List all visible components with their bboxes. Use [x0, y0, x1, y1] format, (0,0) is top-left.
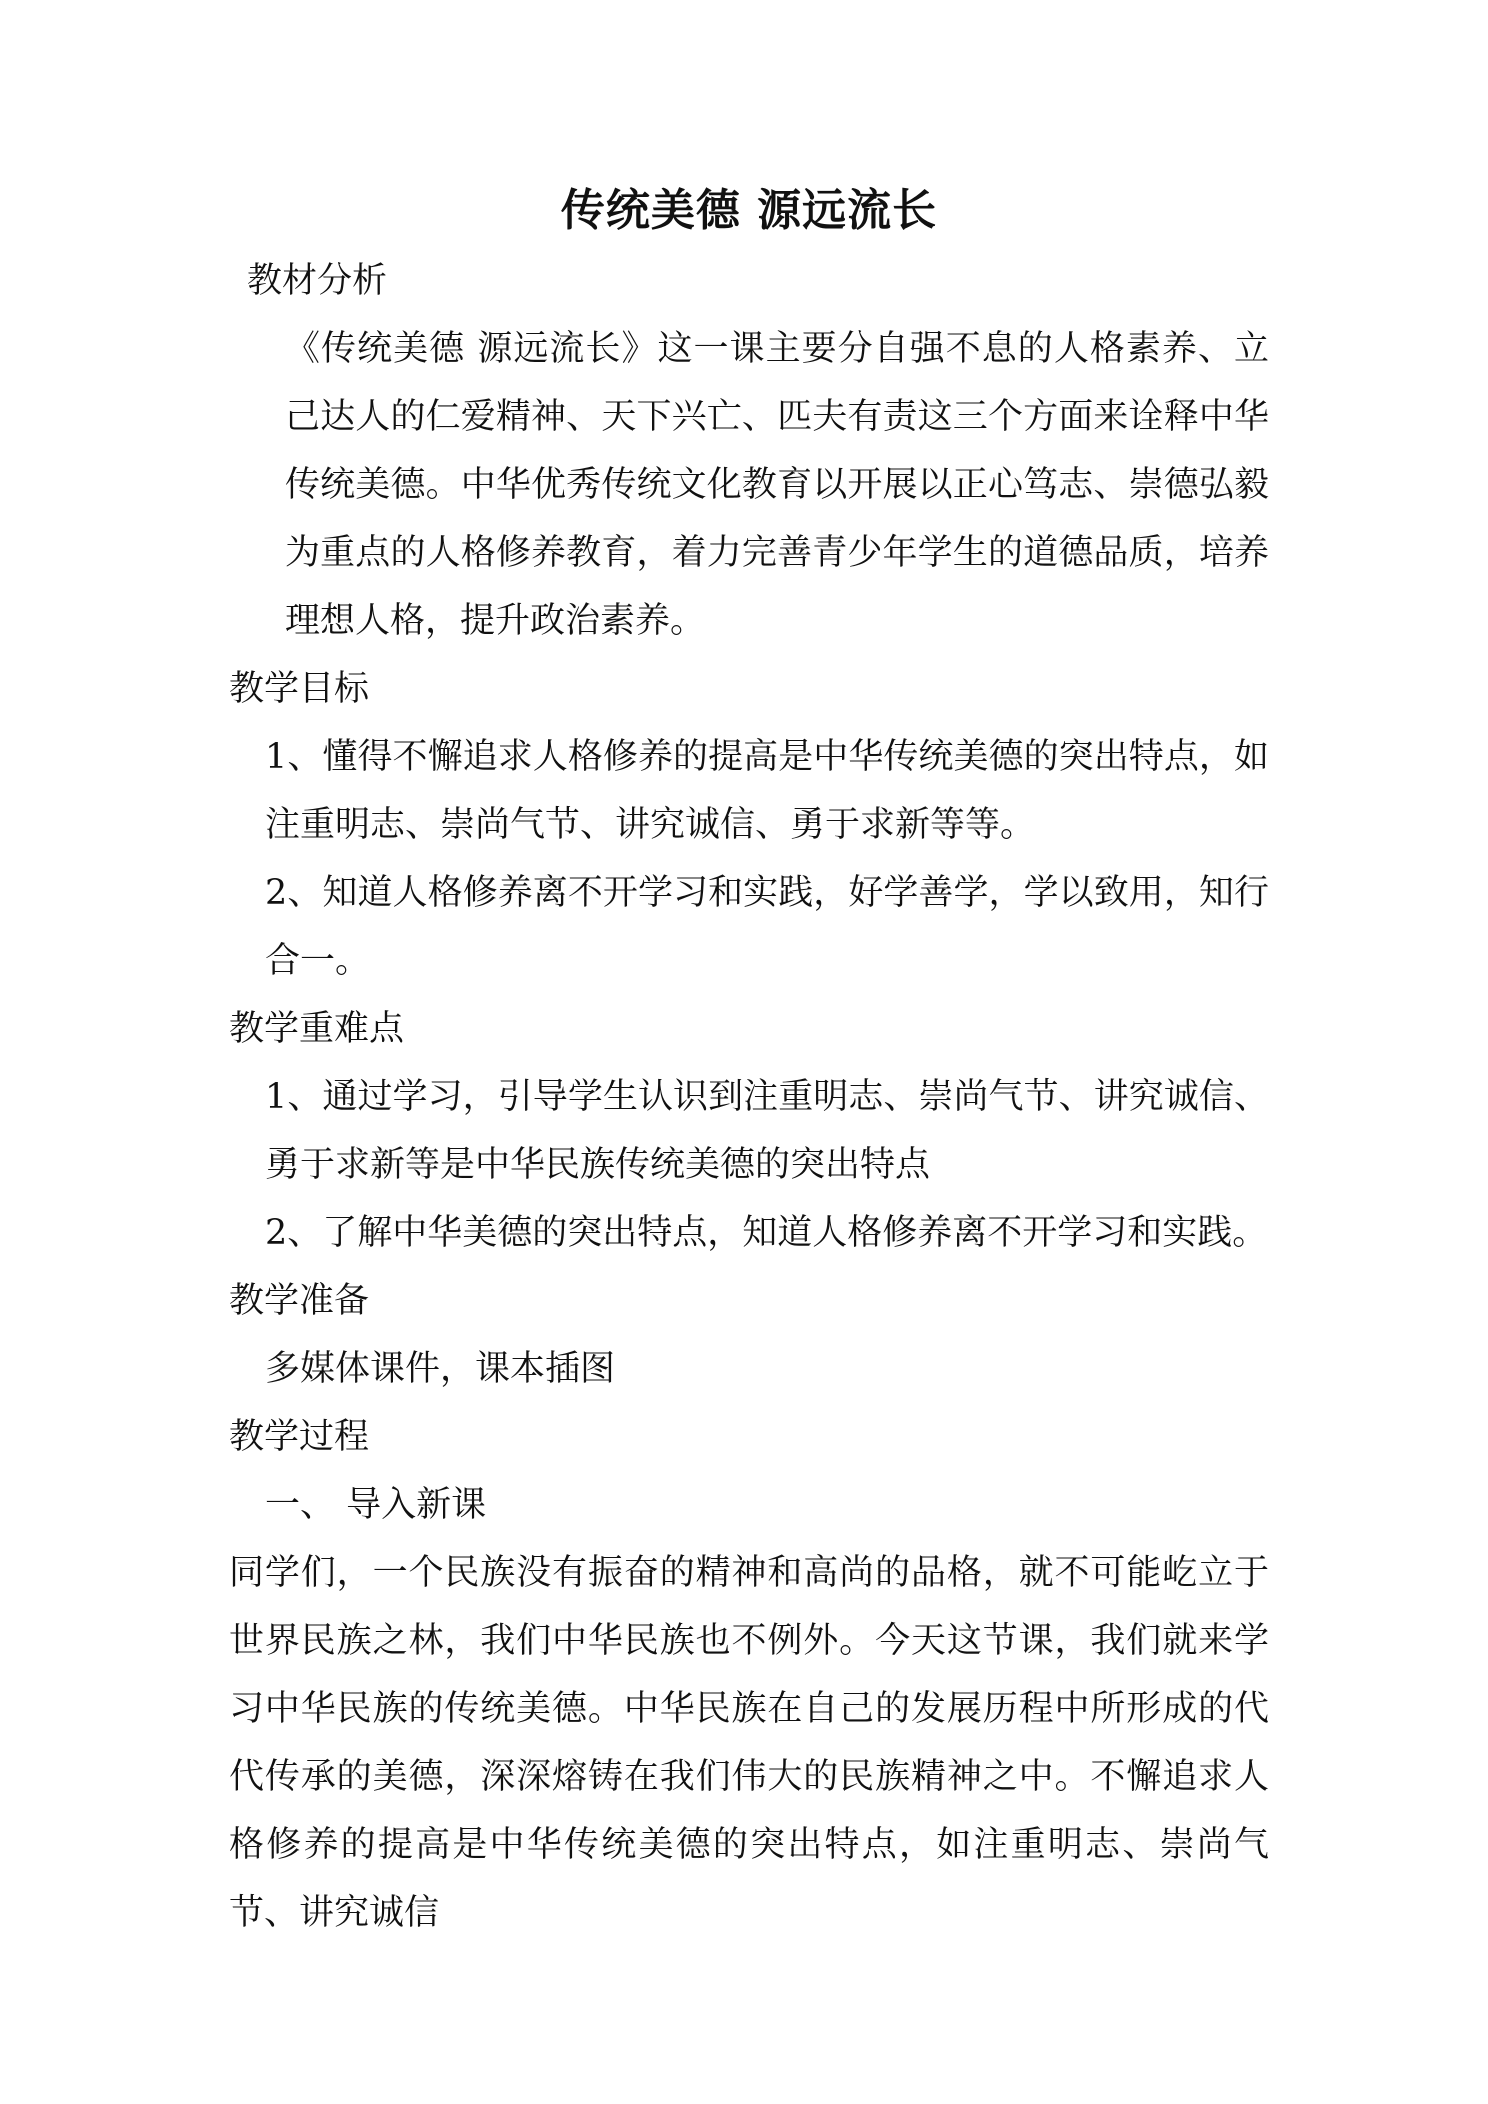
- section-heading-teaching-material-analysis: 教材分析: [247, 261, 388, 301]
- section-heading-key-difficult-points: 教学重难点: [229, 1009, 405, 1049]
- section-heading-teaching-goals: 教学目标: [229, 669, 370, 709]
- section-heading-teaching-preparation: 教学准备: [229, 1281, 370, 1321]
- paragraph-process-step-1: 一、 导入新课: [265, 1485, 487, 1525]
- paragraph-material-analysis: 《传统美德 源远流长》这一课主要分自强不息的人格素养、立己达人的仁爱精神、天下兴亡、匹夫有责这三个方面来诠释中华传统美德。中华优秀传统文化教育以开展以正心笃志、崇德弘毅为重点的人格修养教育，着力完善青少年学生的道德品质，培养理想人格，提升政治素养。: [285, 329, 1269, 641]
- paragraph-key-point-1: 1、通过学习，引导学生认识到注重明志、崇尚气节、讲究诚信、勇于求新等是中华民族传统美德的突出特点: [265, 1077, 1269, 1185]
- paragraph-preparation: 多媒体课件，课本插图: [265, 1349, 616, 1389]
- paragraph-key-point-2: 2、了解中华美德的突出特点，知道人格修养离不开学习和实践。: [265, 1213, 1268, 1253]
- paragraph-process-introduction: 同学们，一个民族没有振奋的精神和高尚的品格，就不可能屹立于世界民族之林，我们中华民族也不例外。今天这节课，我们就来学习中华民族的传统美德。中华民族在自己的发展历程中所形成的代代传承的美德，深深熔铸在我们伟大的民族精神之中。不懈追求人格修养的提高是中华传统美德的突出特点，如注重明志、崇尚气节、讲究诚信: [229, 1553, 1269, 1933]
- document-content: [229, 175, 1269, 1947]
- paragraph-goal-1: 1、懂得不懈追求人格修养的提高是中华传统美德的突出特点，如注重明志、崇尚气节、讲究诚信、勇于求新等等。: [265, 737, 1269, 845]
- page-title: 传统美德 源远流长: [560, 185, 938, 236]
- paragraph-goal-2: 2、知道人格修养离不开学习和实践，好学善学，学以致用，知行合一。: [265, 873, 1269, 981]
- section-heading-teaching-process: 教学过程: [229, 1417, 370, 1457]
